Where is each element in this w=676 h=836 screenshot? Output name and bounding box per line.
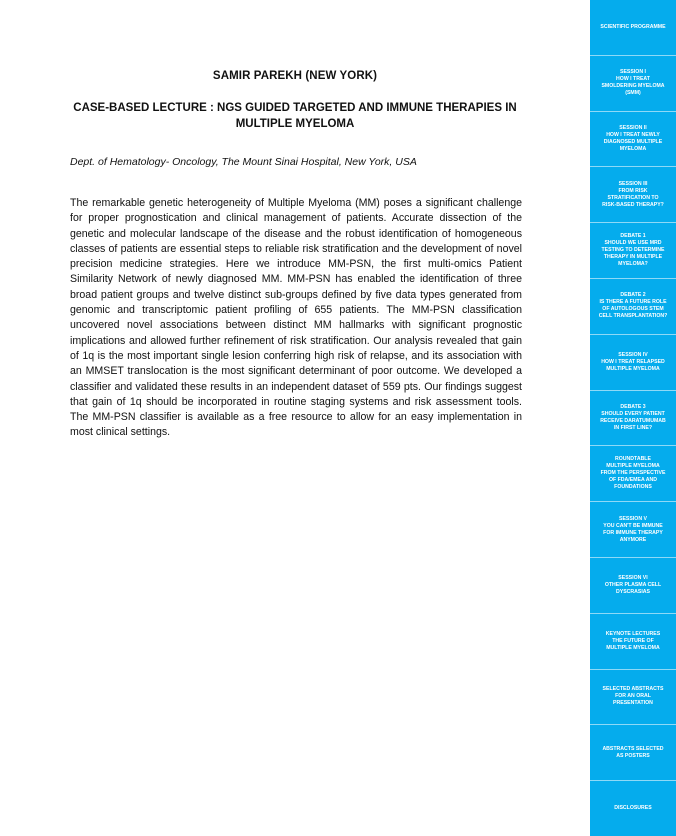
abstract-paragraph: The remarkable genetic heterogeneity of Multiple Myeloma (MM) poses a significant challenge for proper prognostication and clinical management of patients. Accurate dissection of the genetic and molecular landscape of the disease and the robust identification of homogeneous classes of patients are essential steps to reliable risk stratification and the development of novel precision medicine strategies. Here we introduce MM-PSN, the first multi-omics Patient Similarity Network of newly diagnosed MM. MM-PSN has enabled the identification of three broad patient groups and twelve distinct sub-groups defined by five data types generated from genomic and transcriptomic patient profiling of 655 patients. The MM-PSN classification uncovered novel associations between distinct MM hallmarks with significant prognostic implications and allowed further refinement of risk stratification. Our analysis revealed that gain of 1q is the most important single lesion conferring high risk of relapse, and its association with an MMSET translocation is the most significant determinant of poor outcome. We developed a classifier and validated these results in an independent dataset of 559 pts. Our findings suggest that gain of 1q should be incorporated in routine staging systems and risk assessment tools. The MM-PSN classifier is available as a free resource to allow for an easy implementation in most clinical settings.	[70, 197, 522, 439]
sidebar-item-roundtable[interactable]: ROUNDTABLE MULTIPLE MYELOMA FROM THE PERSPECTIVE OF FDA/EMEA AND FOUNDATIONS	[590, 446, 676, 502]
sidebar-item-session-6[interactable]: SESSION VI OTHER PLASMA CELL DYSCRASIAS	[590, 558, 676, 614]
sidebar-item-selected-abstracts-oral[interactable]: SELECTED ABSTRACTS FOR AN ORAL PRESENTATION	[590, 670, 676, 726]
programme-sidebar	[590, 0, 676, 836]
sidebar-item-keynote-lectures[interactable]: KEYNOTE LECTURES THE FUTURE OF MULTIPLE MYELOMA	[590, 614, 676, 670]
sidebar-item-session-4[interactable]: SESSION IV HOW I TREAT RELAPSED MULTIPLE MYELOMA	[590, 335, 676, 391]
sidebar-item-session-2[interactable]: SESSION II HOW I TREAT NEWLY DIAGNOSED MULTIPLE MYELOMA	[590, 112, 676, 168]
sidebar-item-session-5[interactable]: SESSION V YOU CAN'T BE IMMUNE FOR IMMUNE THERAPY ANYMORE	[590, 502, 676, 558]
sidebar-item-session-3[interactable]: SESSION III FROM RISK STRATIFICATION TO RISK-BASED THERAPY?	[590, 167, 676, 223]
sidebar-item-abstracts-posters[interactable]: ABSTRACTS SELECTED AS POSTERS	[590, 725, 676, 781]
sidebar-item-session-1[interactable]: SESSION I HOW I TREAT SMOLDERING MYELOMA (SMM)	[590, 56, 676, 112]
sidebar-item-scientific-programme[interactable]: SCIENTIFIC PROGRAMME	[590, 0, 676, 56]
affiliation-line: Dept. of Hematology- Oncology, The Mount Sinai Hospital, New York, USA	[70, 156, 417, 168]
sidebar-item-debate-2[interactable]: DEBATE 2 IS THERE A FUTURE ROLE OF AUTOLOGOUS STEM CELL TRANSPLANTATION?	[590, 279, 676, 335]
sidebar-item-debate-1[interactable]: DEBATE 1 SHOULD WE USE MRD TESTING TO DETERMINE THERAPY IN MULTIPLE MYELOMA?	[590, 223, 676, 279]
lecture-title: CASE-BASED LECTURE : NGS GUIDED TARGETED AND IMMUNE THERAPIES IN MULTIPLE MYELOMA	[73, 102, 517, 130]
sidebar-item-debate-3[interactable]: DEBATE 3 SHOULD EVERY PATIENT RECEIVE DARATUMUMAB IN FIRST LINE?	[590, 391, 676, 447]
sidebar-item-disclosures[interactable]: DISCLOSURES	[614, 805, 652, 812]
author-heading: SAMIR PAREKH (NEW YORK)	[212, 70, 378, 82]
